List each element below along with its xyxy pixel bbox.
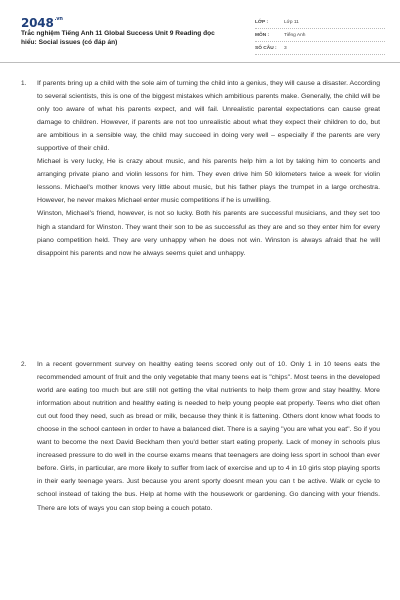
- question-number: 1.: [21, 80, 27, 87]
- meta-label: MÔN :: [255, 32, 270, 38]
- meta-value: Lớp 11: [284, 19, 299, 25]
- question-number: 2.: [21, 361, 27, 368]
- meta-row-class: [255, 16, 385, 29]
- site-logo[interactable]: [21, 16, 63, 30]
- passage-text: [37, 77, 380, 260]
- header-divider: [0, 62, 400, 63]
- meta-value: Tiếng Anh: [284, 32, 306, 38]
- meta-value: 3: [284, 45, 287, 51]
- meta-label: LỚP :: [255, 19, 269, 25]
- page-header: [0, 0, 400, 56]
- passage-paragraph: If parents bring up a child with the sole aim of turning the child into a genius, they will cause a disaster. According to several scientists, this is one of the biggest mistakes which ambitious parents make. Generally, the child will be only too aware of what his parents expect, and will fail. Unrealistic parental expectations can cause great damage to children. However, if parents are not too unrealistic about what they expect their children to do, but are ambitious in a sensible way, the child may succeed in doing very well – especially if the parents are very supportive of their child.: [37, 80, 380, 153]
- logo-text: 2048: [21, 16, 54, 30]
- meta-row-subject: [255, 29, 385, 42]
- meta-info: [255, 16, 385, 55]
- passage-paragraph: Michael is very lucky, He is crazy about music, and his parents help him a lot by taking him to concerts and arranging private piano and violin lessons for him. They even drive him 50 kilometers twice a week for violin lessons. Michael's mother knows very little about music, but his father plays the trumpet in a large orchestra. However, he never makes Michael enter music competitions if he is unwilling.: [37, 158, 380, 205]
- passage-paragraph: Winston, Michael's friend, however, is not so lucky. Both his parents are successful musicians, and they set too high a standard for Winston. They want their son to be as successful as they are and so they enter him for every piano competition held. They are very unhappy when he does not win. Winston is always afraid that he will disappoint his parents and now he always seems quiet and unhappy.: [37, 210, 380, 257]
- meta-label: SỐ CÂU :: [255, 45, 277, 51]
- passage-text: [37, 358, 380, 515]
- meta-row-question-count: [255, 42, 385, 55]
- passage-paragraph: In a recent government survey on healthy eating teens scored only out of 10. Only 1 in 10 teens eats the recommended amount of fruit and the only vegetable that many teens eat is "chips". Most teens in the developed world are eating too much but are still not getting the vital nutrients to help them grow and stay healthy. More information about nutrition and healthy eating is needed to help young people eat properly. Teens who diet often cut out food they need, such as bread or milk, because they think it is fattening. Others dont know what foods to choose in the school canteen in order to have a balanced diet. There is a saying "you are what you eat". So if you want to become the next David Beckham then you'd better start eating properly. Lack of money in schools plus increased pressure to do well in the course exams means that teenagers are doing less sport in school than ever before. Girls, in particular, are more likely to suffer from lack of exercise and up to 4 in 10 girls stop playing sports in their early teenage years. Just because you arent sporty doesnt mean you can t be active. Walk or cycle to school instead of taking the bus. Help at home with the housework or gardening. Go dancing with your friends. There are lots of ways you can stop being a couch potato.: [37, 361, 380, 512]
- page-title: Trắc nghiệm Tiếng Anh 11 Global Success Unit 9 Reading đọc hiểu: Social issues (có đáp án): [21, 30, 215, 46]
- logo-suffix: .vn: [54, 16, 63, 22]
